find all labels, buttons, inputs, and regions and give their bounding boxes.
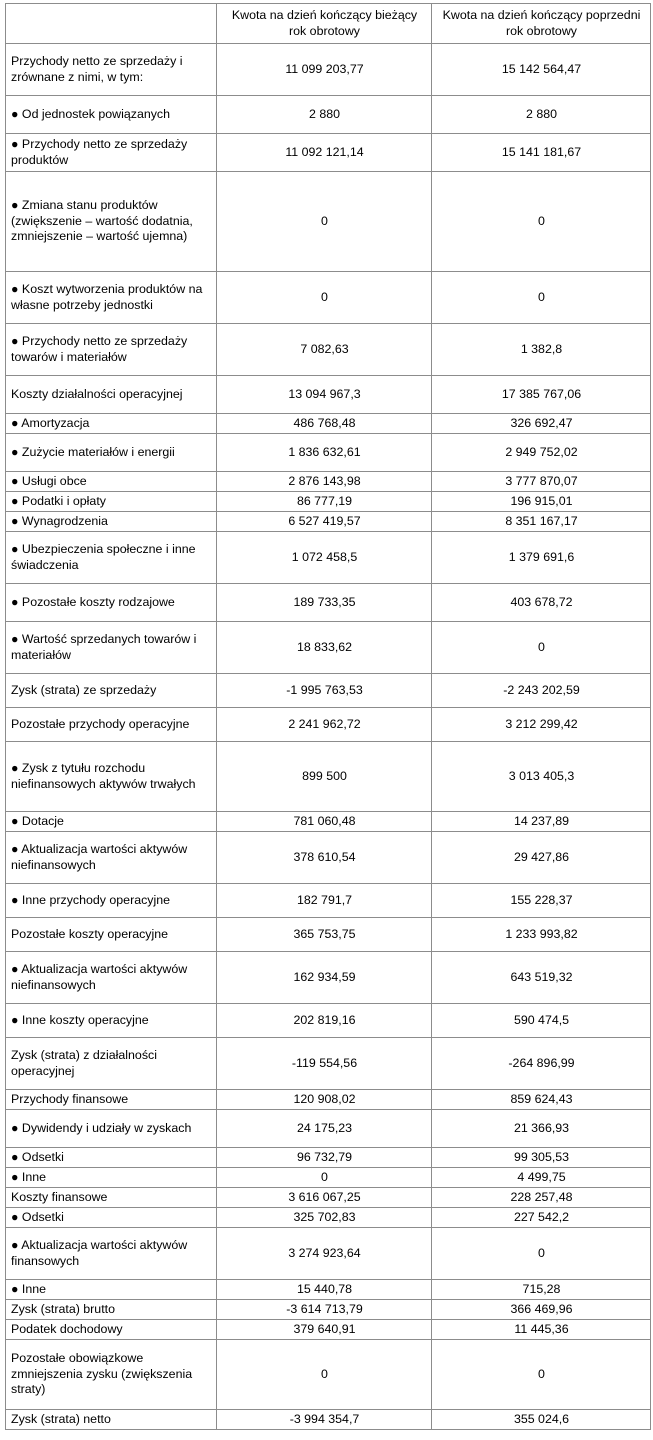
previous-year-value: -2 243 202,59 [432, 674, 651, 708]
current-year-value: 1 072 458,5 [217, 532, 432, 584]
row-label: ● Przychody netto ze sprzedaży produktów [6, 134, 217, 172]
row-label: ● Zysk z tytułu rozchodu niefinansowych aktywów trwałych [6, 742, 217, 812]
previous-year-value: 366 469,96 [432, 1300, 651, 1320]
row-label: Przychody finansowe [6, 1090, 217, 1110]
current-year-value: 24 175,23 [217, 1110, 432, 1148]
previous-year-value: 15 141 181,67 [432, 134, 651, 172]
previous-year-value: 11 445,36 [432, 1320, 651, 1340]
previous-year-value: 227 542,2 [432, 1208, 651, 1228]
table-row [6, 376, 651, 414]
table-row [6, 532, 651, 584]
current-year-value: 0 [217, 272, 432, 324]
table-row [6, 584, 651, 622]
previous-year-value: 14 237,89 [432, 812, 651, 832]
row-label: ● Aktualizacja wartości aktywów niefinansowych [6, 952, 217, 1004]
previous-year-value: 196 915,01 [432, 492, 651, 512]
previous-year-value: 715,28 [432, 1280, 651, 1300]
row-label: ● Amortyzacja [6, 414, 217, 434]
table-row [6, 414, 651, 434]
row-label: ● Odsetki [6, 1208, 217, 1228]
current-year-value: 3 274 923,64 [217, 1228, 432, 1280]
row-label: Pozostałe koszty operacyjne [6, 918, 217, 952]
previous-year-value: 643 519,32 [432, 952, 651, 1004]
row-label: ● Inne [6, 1280, 217, 1300]
previous-year-value: 8 351 167,17 [432, 512, 651, 532]
table-row [6, 1228, 651, 1280]
table-row [6, 96, 651, 134]
table-row [6, 1148, 651, 1168]
current-year-value: 162 934,59 [217, 952, 432, 1004]
row-label: ● Dywidendy i udziały w zyskach [6, 1110, 217, 1148]
table-row [6, 832, 651, 884]
current-year-value: 182 791,7 [217, 884, 432, 918]
table-row [6, 1038, 651, 1090]
row-label: ● Zużycie materiałów i energii [6, 434, 217, 472]
row-label: ● Przychody netto ze sprzedaży towarów i materiałów [6, 324, 217, 376]
current-year-value: -3 614 713,79 [217, 1300, 432, 1320]
row-label: Podatek dochodowy [6, 1320, 217, 1340]
table-row [6, 134, 651, 172]
row-label: ● Koszt wytworzenia produktów na własne potrzeby jednostki [6, 272, 217, 324]
row-label: ● Inne przychody operacyjne [6, 884, 217, 918]
row-label: ● Pozostałe koszty rodzajowe [6, 584, 217, 622]
previous-year-value: 2 880 [432, 96, 651, 134]
row-label: Zysk (strata) brutto [6, 1300, 217, 1320]
row-label: Pozostałe przychody operacyjne [6, 708, 217, 742]
current-year-value: 11 092 121,14 [217, 134, 432, 172]
table-row [6, 1110, 651, 1148]
table-row [6, 1320, 651, 1340]
row-label: Zysk (strata) netto [6, 1410, 217, 1430]
row-label: Pozostałe obowiązkowe zmniejszenia zysku (zwiększenia straty) [6, 1340, 217, 1410]
previous-year-value: -264 896,99 [432, 1038, 651, 1090]
header-previous-year: Kwota na dzień kończący poprzedni rok obrotowy [432, 4, 651, 44]
table-row [6, 1208, 651, 1228]
previous-year-value: 326 692,47 [432, 414, 651, 434]
current-year-value: 11 099 203,77 [217, 44, 432, 96]
current-year-value: 96 732,79 [217, 1148, 432, 1168]
table-row [6, 884, 651, 918]
previous-year-value: 859 624,43 [432, 1090, 651, 1110]
table-row [6, 674, 651, 708]
row-label: ● Zmiana stanu produktów (zwiększenie – wartość dodatnia, zmniejszenie – wartość ujemna) [6, 172, 217, 272]
previous-year-value: 355 024,6 [432, 1410, 651, 1430]
current-year-value: 15 440,78 [217, 1280, 432, 1300]
current-year-value: 0 [217, 1168, 432, 1188]
row-label: ● Podatki i opłaty [6, 492, 217, 512]
table-row [6, 1340, 651, 1410]
current-year-value: -1 995 763,53 [217, 674, 432, 708]
current-year-value: 486 768,48 [217, 414, 432, 434]
row-label: ● Odsetki [6, 1148, 217, 1168]
table-row [6, 492, 651, 512]
row-label: ● Aktualizacja wartości aktywów finansowych [6, 1228, 217, 1280]
current-year-value: 379 640,91 [217, 1320, 432, 1340]
current-year-value: 0 [217, 172, 432, 272]
current-year-value: 378 610,54 [217, 832, 432, 884]
row-label: ● Wartość sprzedanych towarów i materiałów [6, 622, 217, 674]
previous-year-value: 0 [432, 1340, 651, 1410]
current-year-value: 86 777,19 [217, 492, 432, 512]
current-year-value: 2 241 962,72 [217, 708, 432, 742]
table-row [6, 708, 651, 742]
previous-year-value: 590 474,5 [432, 1004, 651, 1038]
previous-year-value: 29 427,86 [432, 832, 651, 884]
previous-year-value: 0 [432, 272, 651, 324]
table-row [6, 272, 651, 324]
table-row [6, 1168, 651, 1188]
row-label: Koszty działalności operacyjnej [6, 376, 217, 414]
current-year-value: 13 094 967,3 [217, 376, 432, 414]
previous-year-value: 0 [432, 172, 651, 272]
current-year-value: -119 554,56 [217, 1038, 432, 1090]
current-year-value: 18 833,62 [217, 622, 432, 674]
current-year-value: 3 616 067,25 [217, 1188, 432, 1208]
table-row [6, 1280, 651, 1300]
previous-year-value: 15 142 564,47 [432, 44, 651, 96]
table-row [6, 622, 651, 674]
previous-year-value: 0 [432, 1228, 651, 1280]
previous-year-value: 3 013 405,3 [432, 742, 651, 812]
current-year-value: 2 876 143,98 [217, 472, 432, 492]
table-row [6, 512, 651, 532]
income-statement-table [5, 3, 651, 1430]
current-year-value: 325 702,83 [217, 1208, 432, 1228]
table-row [6, 434, 651, 472]
previous-year-value: 1 382,8 [432, 324, 651, 376]
table-row [6, 1090, 651, 1110]
current-year-value: 2 880 [217, 96, 432, 134]
current-year-value: 1 836 632,61 [217, 434, 432, 472]
table-row [6, 812, 651, 832]
row-label: Koszty finansowe [6, 1188, 217, 1208]
current-year-value: 120 908,02 [217, 1090, 432, 1110]
previous-year-value: 17 385 767,06 [432, 376, 651, 414]
current-year-value: 781 060,48 [217, 812, 432, 832]
previous-year-value: 3 777 870,07 [432, 472, 651, 492]
row-label: Przychody netto ze sprzedaży i zrównane z nimi, w tym: [6, 44, 217, 96]
current-year-value: 7 082,63 [217, 324, 432, 376]
row-label: ● Aktualizacja wartości aktywów niefinansowych [6, 832, 217, 884]
row-label: ● Wynagrodzenia [6, 512, 217, 532]
previous-year-value: 3 212 299,42 [432, 708, 651, 742]
current-year-value: 189 733,35 [217, 584, 432, 622]
previous-year-value: 99 305,53 [432, 1148, 651, 1168]
table-row [6, 742, 651, 812]
previous-year-value: 228 257,48 [432, 1188, 651, 1208]
previous-year-value: 21 366,93 [432, 1110, 651, 1148]
current-year-value: 6 527 419,57 [217, 512, 432, 532]
table-row [6, 472, 651, 492]
table-row [6, 44, 651, 96]
table-row [6, 1188, 651, 1208]
table-row [6, 1410, 651, 1430]
current-year-value: -3 994 354,7 [217, 1410, 432, 1430]
previous-year-value: 4 499,75 [432, 1168, 651, 1188]
table-row [6, 918, 651, 952]
row-label: ● Inne koszty operacyjne [6, 1004, 217, 1038]
row-label: ● Inne [6, 1168, 217, 1188]
table-row [6, 952, 651, 1004]
previous-year-value: 1 379 691,6 [432, 532, 651, 584]
header-current-year: Kwota na dzień kończący bieżący rok obrotowy [217, 4, 432, 44]
previous-year-value: 2 949 752,02 [432, 434, 651, 472]
table-row [6, 1004, 651, 1038]
row-label: Zysk (strata) z działalności operacyjnej [6, 1038, 217, 1090]
current-year-value: 365 753,75 [217, 918, 432, 952]
current-year-value: 899 500 [217, 742, 432, 812]
header-label-cell [6, 4, 217, 44]
previous-year-value: 403 678,72 [432, 584, 651, 622]
current-year-value: 0 [217, 1340, 432, 1410]
previous-year-value: 0 [432, 622, 651, 674]
row-label: ● Ubezpieczenia społeczne i inne świadczenia [6, 532, 217, 584]
table-row [6, 324, 651, 376]
previous-year-value: 155 228,37 [432, 884, 651, 918]
row-label: Zysk (strata) ze sprzedaży [6, 674, 217, 708]
row-label: ● Od jednostek powiązanych [6, 96, 217, 134]
row-label: ● Usługi obce [6, 472, 217, 492]
header-row [6, 4, 651, 44]
previous-year-value: 1 233 993,82 [432, 918, 651, 952]
table-row [6, 172, 651, 272]
current-year-value: 202 819,16 [217, 1004, 432, 1038]
row-label: ● Dotacje [6, 812, 217, 832]
table-row [6, 1300, 651, 1320]
